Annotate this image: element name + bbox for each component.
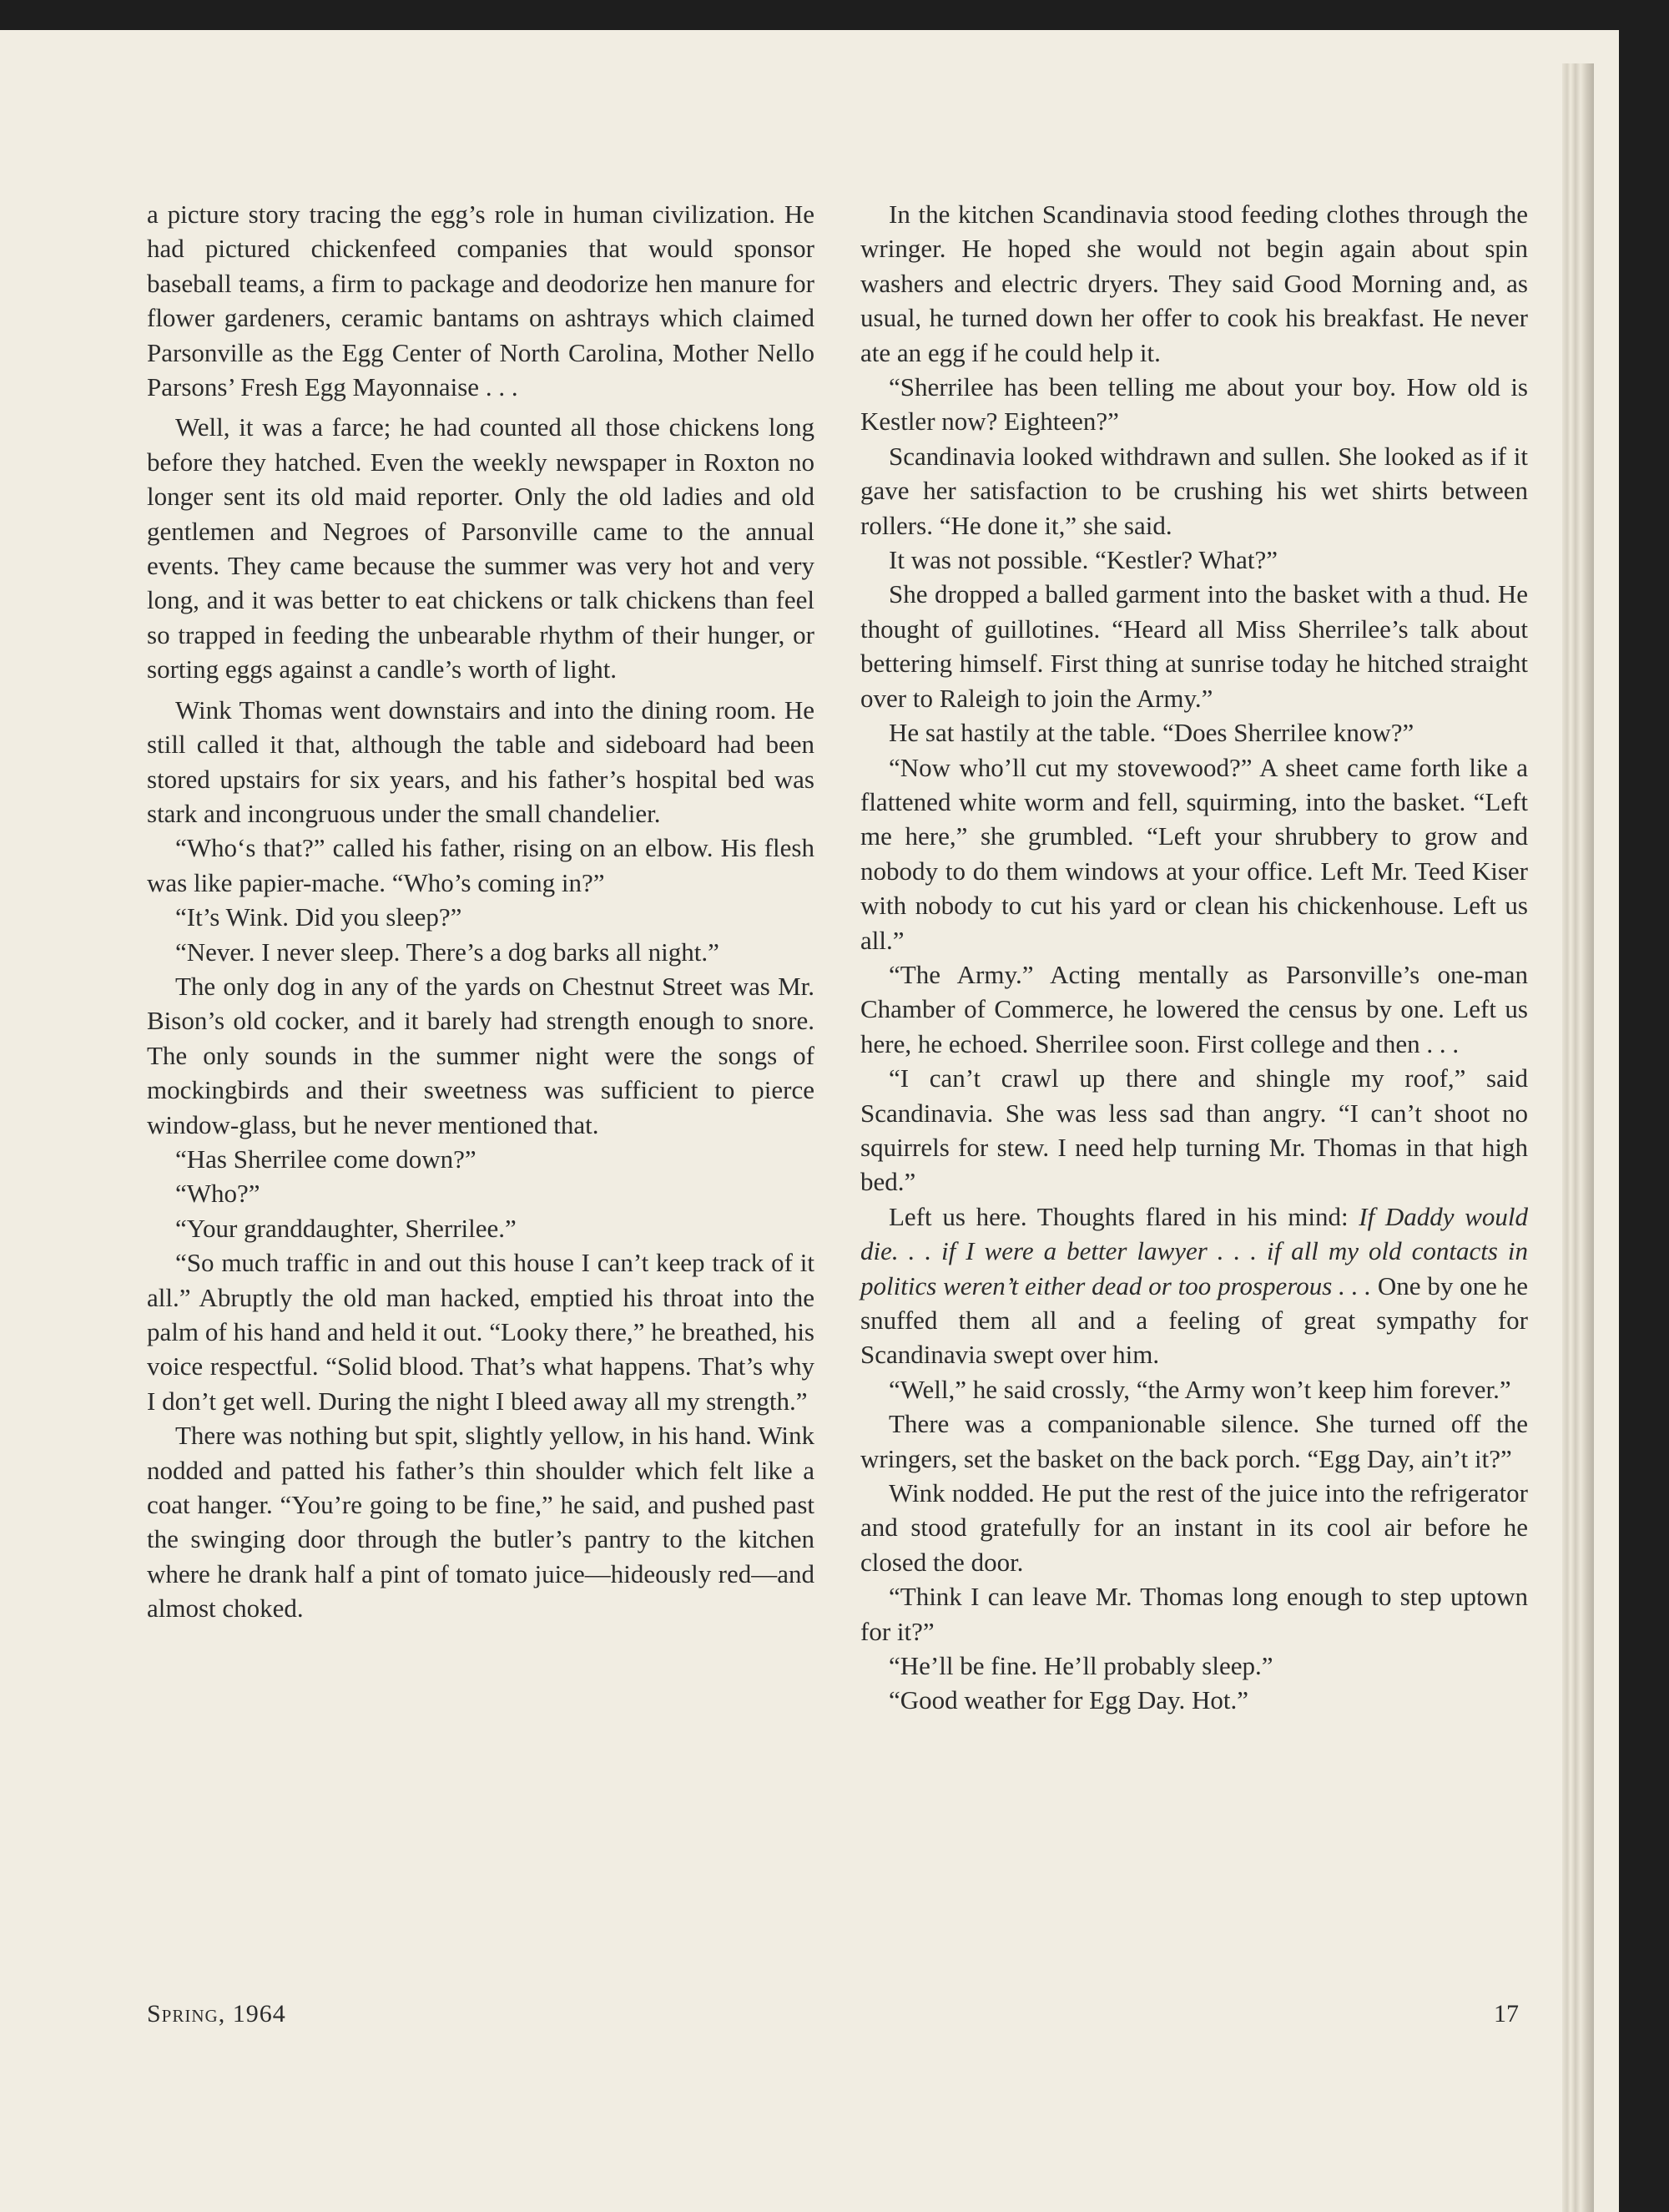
paragraph: “Your granddaughter, Sherrilee.” (175, 1213, 517, 1243)
paragraph: She dropped a balled garment into the basket with a thud. He thought of guillotines. “Heard all Miss Sherrilee’s talk about bettering himself. First thing at sunrise today he hitched straight over to Raleigh to join the Army.” (860, 579, 1528, 713)
paragraph: “Never. I never sleep. There’s a dog barks all night.” (175, 937, 719, 967)
paragraph: “He’ll be fine. He’ll probably sleep.” (889, 1651, 1273, 1681)
thoughts-paragraph (860, 1199, 1528, 1372)
paragraph: It was not possible. “Kestler? What?” (889, 545, 1278, 575)
paragraph: Scandinavia looked withdrawn and sullen. She looked as if it gave her satisfaction to be crushing his wet shirts between rollers. “He done it,” she said. (860, 441, 1528, 540)
paragraph: “The Army.” Acting mentally as Parsonville’s one-man Chamber of Commerce, he lowered the census by one. Left us here, he echoed. Sherrilee soon. First college and then . . . (860, 959, 1528, 1058)
paragraph: In the kitchen Scandinavia stood feeding clothes through the wringer. He hoped she would not begin again about spin washers and electric dryers. They said Good Morning and, as usual, he turned down her offer to cook his breakfast. He never ate an egg if he could help it. (860, 199, 1528, 367)
paragraph: “Who?” (175, 1179, 260, 1209)
thoughts-tail: One by one he snuffed them all and a feeling of great sympathy for Scandinavia swept over him. (860, 1270, 1528, 1370)
paragraph: “Now who’ll cut my stovewood?” A sheet came forth like a flattened white worm and fell, squirming, into the basket. “Left me here,” she grumbled. “Left your shrubbery to grow and nobody to do them windows at your office. Left Mr. Teed Kiser with nobody to cut his yard or clean his chickenhouse. Left us all.” (860, 752, 1528, 955)
paragraph: He sat hastily at the table. “Does Sherrilee know?” (889, 718, 1414, 748)
paragraph: Well, it was a farce; he had counted all those chickens long before they hatched. Even the weekly newspaper in Roxton no longer sent its old maid reporter. Only the old ladies and old gentlemen and Negroes of Parsonville came to the annual events. They came because the summer was very hot and very long, and it was better to eat chickens or talk chickens than feel so trapped in feeding the unbearable rhythm of their hunger, or sorting eggs against a candle’s worth of light. (147, 412, 814, 684)
paragraph: a picture story tracing the egg’s role in human civilization. He had pictured chickenfeed companies that would sponsor baseball teams, a firm to package and deodorize hen manure for flower gardeners, ceramic bantams on ashtrays which claimed Parsonville as the Egg Center of North Carolina, Mother Nello Parsons’ Fresh Egg Mayonnaise . . . (147, 199, 814, 402)
paragraph: Wink Thomas went downstairs and into the dining room. He still called it that, although the table and sideboard had been stored upstairs for six years, and his father’s hospital bed was stark and incongruous under the small chandelier. (147, 694, 814, 828)
page-edge (1562, 63, 1594, 2212)
paragraph: There was a companionable silence. She turned off the wringers, set the basket on the back porch. “Egg Day, ain’t it?” (860, 1409, 1528, 1473)
issue-date: Spring, 1964 (147, 2000, 286, 2028)
paragraph: “Good weather for Egg Day. Hot.” (889, 1685, 1248, 1715)
paragraph: There was nothing but spit, slightly yellow, in his hand. Wink nodded and patted his father’s thin shoulder which felt like a coat hanger. “You’re going to be fine,” he said, and pushed past the swinging door through the butler’s pantry to the kitchen where he drank half a pint of tomato juice—hideously red—and almost choked. (147, 1421, 814, 1624)
paragraph: “It’s Wink. Did you sleep?” (175, 902, 462, 932)
thoughts-italic: If Daddy would die. . . if I were a better lawyer . . . if all my old contacts in politics weren’t either dead or too prosperous . . . (860, 1201, 1528, 1300)
paragraph: The only dog in any of the yards on Chestnut Street was Mr. Bison’s old cocker, and it barely had strength enough to snore. The only sounds in the summer night were the songs of mockingbirds and their sweetness was sufficient to pierce window-glass, but he never mentioned that. (147, 971, 814, 1139)
paragraph: “Who‘s that?” called his father, rising on an elbow. His flesh was like papier-mache. “Who’s coming in?” (147, 833, 814, 897)
paragraph: “Sherrilee has been telling me about your boy. How old is Kestler now? Eighteen?” (860, 372, 1528, 437)
right-column (860, 197, 1528, 1718)
paragraph: Wink nodded. He put the rest of the juice into the refrigerator and stood gratefully for an instant in its cool air before he closed the door. (860, 1478, 1528, 1577)
magazine-page (0, 30, 1619, 2212)
paragraph: “Think I can leave Mr. Thomas long enough to step uptown for it?” (860, 1582, 1528, 1646)
thoughts-lead: Left us here. Thoughts flared in his mind: (889, 1201, 1359, 1231)
paragraph: “So much traffic in and out this house I can’t keep track of it all.” Abruptly the old man hacked, emptied his throat into the palm of his hand and held it out. “Looky there,” he breathed, his voice respectful. “Solid blood. That’s what happens. That’s why I don’t get well. During the night I bleed away all my strength.” (147, 1248, 814, 1416)
page-number: 17 (1494, 2000, 1519, 2028)
paragraph: “Well,” he said crossly, “the Army won’t keep him forever.” (889, 1374, 1511, 1404)
left-column (147, 197, 814, 1626)
paragraph: “Has Sherrilee come down?” (175, 1144, 476, 1174)
paragraph: “I can’t crawl up there and shingle my roof,” said Scandinavia. She was less sad than angry. “I can’t shoot no squirrels for stew. I need help turning Mr. Thomas in that high bed.” (860, 1063, 1528, 1197)
